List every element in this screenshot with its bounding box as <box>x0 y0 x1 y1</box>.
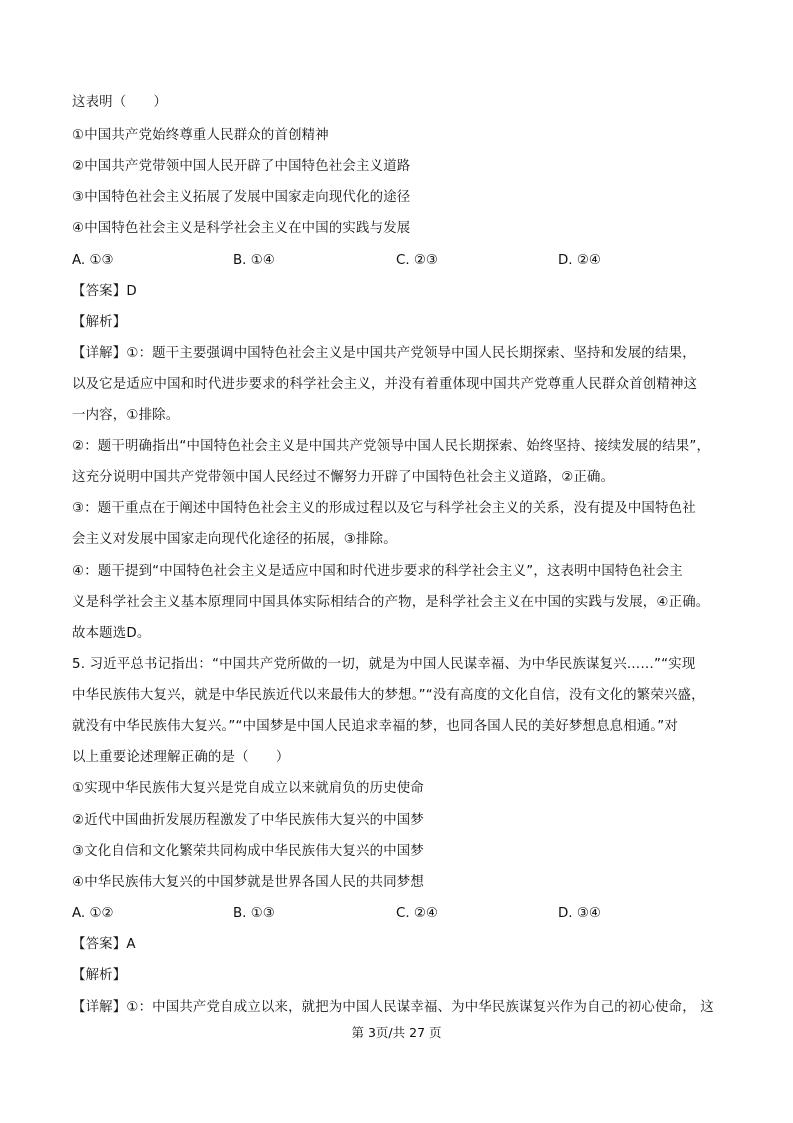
q4-explanation-line: 【详解】①：题干主要强调中国特色社会主义是中国共产党领导中国人民长期探索、坚持和发展的结果， <box>72 346 696 361</box>
q4-statement-2: ②中国共产党带领中国人民开辟了中国特色社会主义道路 <box>72 159 411 174</box>
q4-explanation-line: ④：题干提到“中国特色社会主义是适应中国和时代进步要求的科学社会主义”，这表明中国特色社会主 <box>72 564 683 579</box>
q5-stem-line: 就没有中华民族伟大复兴。”“中国梦是中国人民追求幸福的梦，也同各国人民的美好梦想息息相通。”对 <box>72 719 678 734</box>
q4-statement-1: ①中国共产党始终尊重人民群众的首创精神 <box>72 128 329 143</box>
q4-explanation-line: 故本题选D。 <box>72 626 151 641</box>
q4-analysis-heading: 【解析】 <box>72 315 127 330</box>
q5-answer: 【答案】A <box>72 937 136 952</box>
q4-answer: 【答案】D <box>72 284 137 299</box>
q5-options <box>72 904 732 924</box>
q5-option-a: A. ①② <box>72 906 114 921</box>
q4-explanation-line: 义是科学社会主义基本原理同中国具体实际相结合的产物，是科学社会主义在中国的实践与发展，④正确。 <box>72 595 710 610</box>
q5-option-c: C. ②④ <box>396 906 438 921</box>
q4-explanation-line: ②：题干明确指出“中国特色社会主义是中国共产党领导中国人民长期探索、始终坚持、接续发展的结果”， <box>72 439 711 454</box>
q5-analysis-heading: 【解析】 <box>72 968 127 983</box>
q5-statement-2: ②近代中国曲折发展历程激发了中华民族伟大复兴的中国梦 <box>72 813 424 828</box>
q4-explanation-line: ③：题干重点在于阐述中国特色社会主义的形成过程以及它与科学社会主义的关系，没有提及中国特色社 <box>72 501 696 516</box>
q5-stem-line: 中华民族伟大复兴，就是中华民族近代以来最伟大的梦想。”“没有高度的文化自信，没有文化的繁荣兴盛， <box>72 688 705 703</box>
page-number-footer: 第 3页/共 27 页 <box>351 1025 442 1040</box>
q5-statement-4: ④中华民族伟大复兴的中国梦就是世界各国人民的共同梦想 <box>72 875 424 890</box>
q4-statement-4: ④中国特色社会主义是科学社会主义在中国的实践与发展 <box>72 221 411 236</box>
q5-statement-3: ③文化自信和文化繁荣共同构成中华民族伟大复兴的中国梦 <box>72 844 424 859</box>
q5-stem-line: 5. 习近平总书记指出：“中国共产党所做的一切，就是为中国人民谋幸福、为中华民族谋复兴……”“实现 <box>72 657 696 672</box>
q4-option-c: C. ②③ <box>396 253 438 268</box>
q4-option-b: B. ①④ <box>233 253 275 268</box>
q4-explanation-line: 以及它是适应中国和时代进步要求的科学社会主义，并没有着重体现中国共产党尊重人民群众首创精神这 <box>72 377 698 392</box>
q5-statement-1: ①实现中华民族伟大复兴是党自成立以来就肩负的历史使命 <box>72 781 424 796</box>
q5-option-b: B. ①③ <box>233 906 275 921</box>
q5-explanation-line: 【详解】①：中国共产党自成立以来，就把为中国人民谋幸福、为中华民族谋复兴作为自己的初心使命， 这 <box>72 1000 714 1015</box>
q4-option-a: A. ①③ <box>72 253 114 268</box>
q4-statement-3: ③中国特色社会主义拓展了发展中国家走向现代化的途径 <box>72 190 411 205</box>
q4-explanation-line: 一内容，①排除。 <box>72 408 180 423</box>
q4-option-d: D. ②④ <box>558 253 601 268</box>
q5-option-d: D. ③④ <box>558 906 601 921</box>
q4-explanation-line: 会主义对发展中国家走向现代化途径的拓展，③排除。 <box>72 532 397 547</box>
q4-stem-end: 这表明（ ） <box>72 95 168 110</box>
q4-explanation-line: 这充分说明中国共产党带领中国人民经过不懈努力开辟了中国特色社会主义道路，②正确。 <box>72 470 615 485</box>
q4-options <box>72 251 732 271</box>
q5-stem-line: 以上重要论述理解正确的是（ ） <box>72 750 290 765</box>
